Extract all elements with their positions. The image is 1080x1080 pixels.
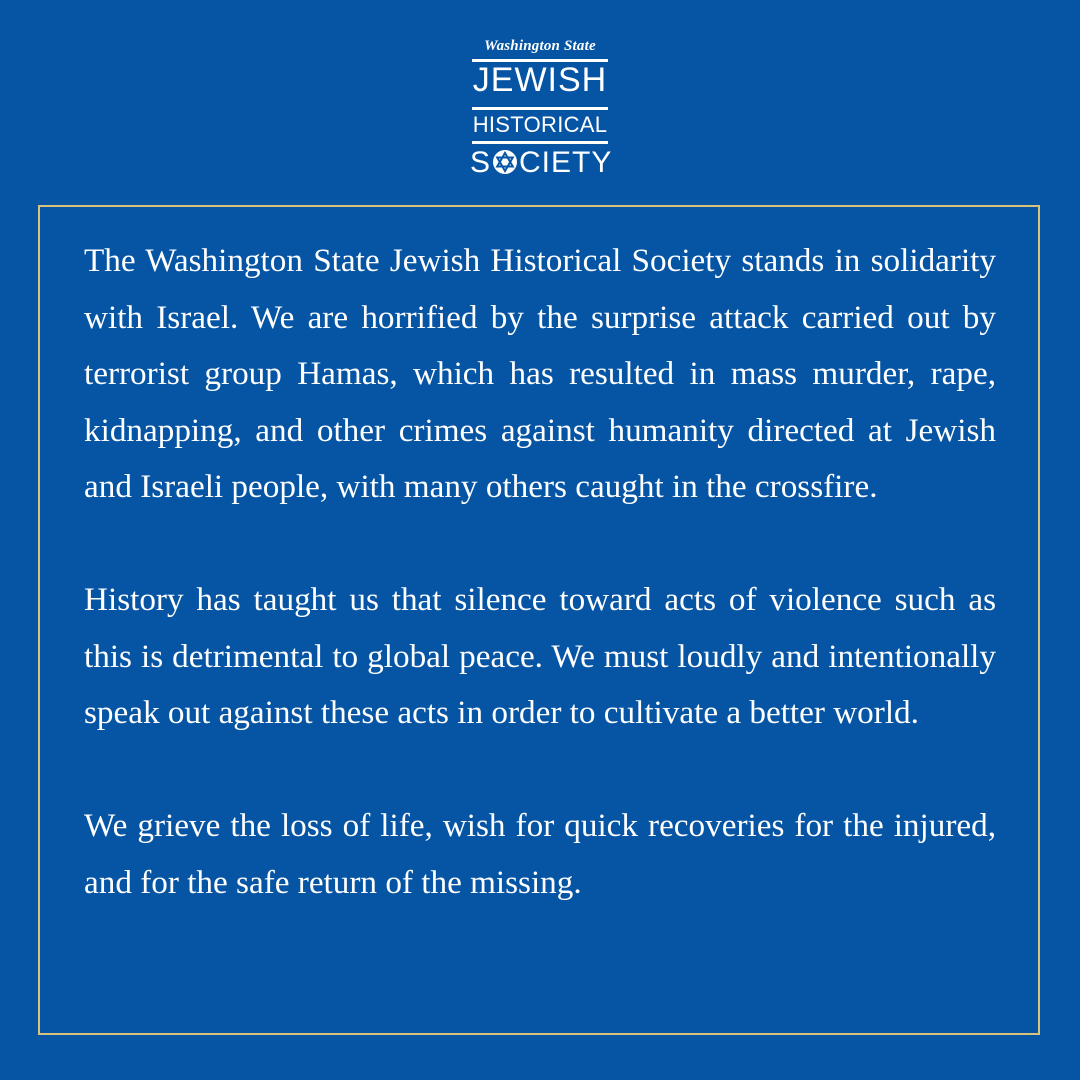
logo-jewish-text: JEWISH bbox=[472, 61, 608, 99]
logo-society-prefix: S bbox=[470, 146, 492, 179]
star-of-david-icon bbox=[492, 149, 518, 175]
statement-paragraph-2: History has taught us that silence toward acts of violence such as this is detrimental to global peace. We must loudly and intentionally speak out against these acts in order to cultivate a better world. bbox=[84, 581, 996, 731]
logo-historical-text: HISTORICAL bbox=[472, 112, 608, 137]
society-logo bbox=[470, 38, 613, 180]
statement-paragraph-1: The Washington State Jewish Historical Society stands in solidarity with Israel. We are horrified by the surprise attack carried out by terrorist group Hamas, which has resulted in mass murder, rape, kidnapping, and other crimes against humanity directed at Jewish and Israeli people, with many others caught in the crossfire. bbox=[84, 242, 996, 505]
logo-state-text: Washington State bbox=[484, 38, 596, 54]
statement-paragraph-3: We grieve the loss of life, wish for quick recoveries for the injured, and for the safe return of the missing. bbox=[84, 807, 996, 901]
logo-society-rest: CIETY bbox=[519, 146, 613, 179]
logo-society-text bbox=[470, 146, 613, 180]
statement-text bbox=[84, 233, 996, 911]
logo-middle-rule bbox=[472, 107, 608, 110]
logo-bottom-rule bbox=[472, 141, 608, 144]
